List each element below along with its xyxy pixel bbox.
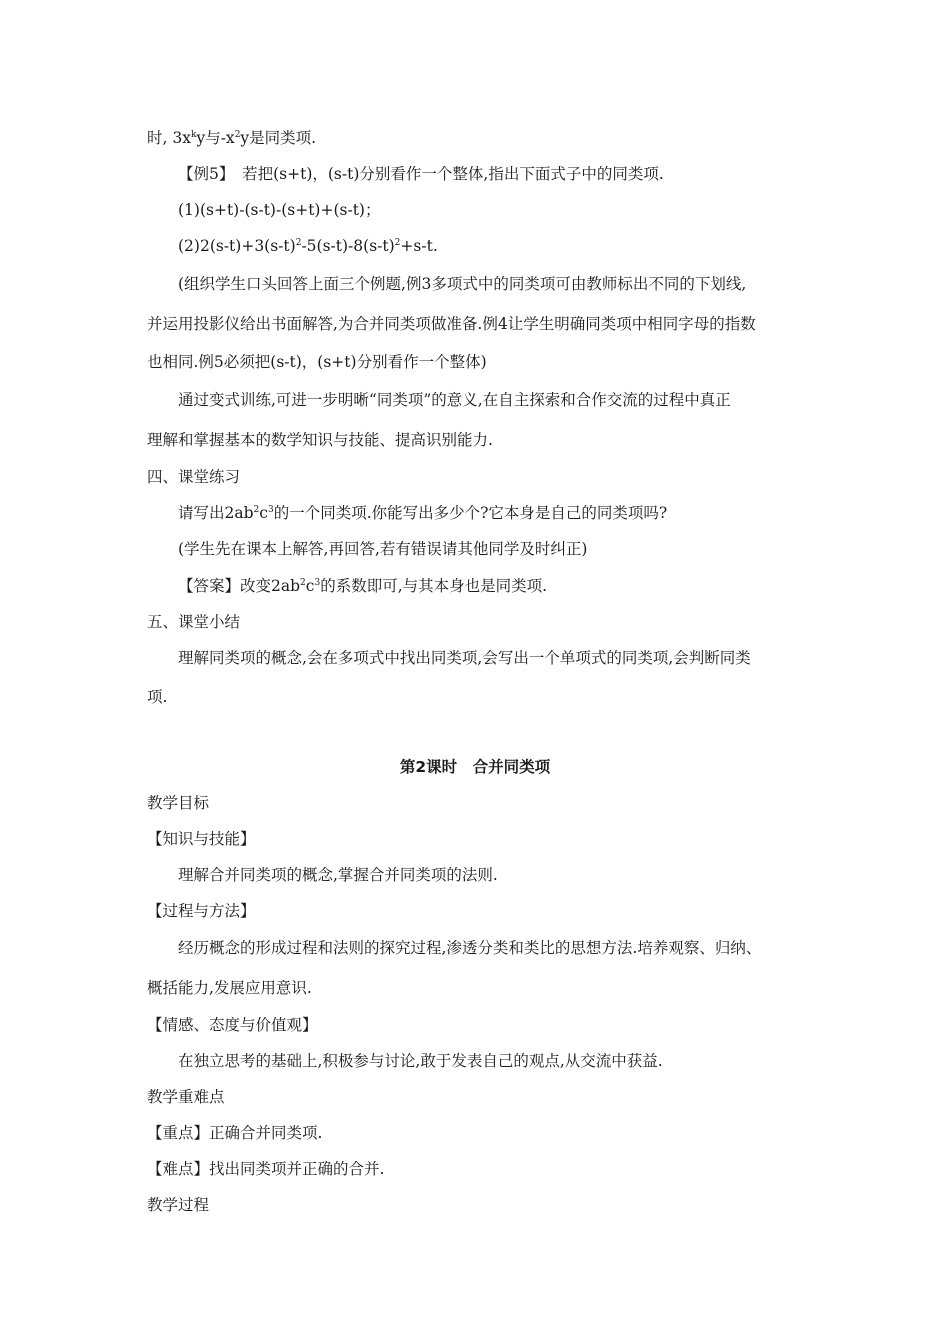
variation-note-line: 通过变式训练,可进一步明晰“同类项”的意义,在自主探索和合作交流的过程中真正 — [178, 391, 731, 409]
text: c — [259, 504, 268, 522]
paragraph-line — [147, 128, 820, 148]
difficult-point: 【难点】找出同类项并正确的合并. — [147, 1160, 385, 1178]
goal-text: 理解合并同类项的概念,掌握合并同类项的法则. — [178, 866, 498, 884]
goal-text: 概括能力,发展应用意识. — [147, 979, 312, 997]
text: y与-x — [196, 129, 235, 147]
text: y是同类项. — [240, 129, 317, 147]
section-heading: 五、课堂小结 — [147, 613, 241, 631]
practice-answer — [178, 576, 820, 596]
example-5-part-1: (1)(s+t)-(s-t)-(s+t)+(s-t)； — [178, 201, 381, 219]
subsection-heading: 【知识与技能】 — [147, 830, 256, 848]
text: +s-t. — [400, 237, 438, 255]
teacher-note-line: 也相同.例5必须把(s-t)，(s+t)分别看作一个整体) — [147, 353, 487, 371]
section-heading: 教学过程 — [147, 1196, 210, 1214]
subsection-heading: 【过程与方法】 — [147, 902, 256, 920]
text: 【答案】改变2ab — [178, 577, 301, 595]
superscript: k — [190, 130, 197, 140]
superscript: 2 — [295, 238, 302, 248]
superscript: 2 — [253, 505, 260, 515]
subsection-heading: 【情感、态度与价值观】 — [147, 1016, 318, 1034]
superscript: 2 — [394, 238, 401, 248]
variation-note-line: 理解和掌握基本的数学知识与技能、提高识别能力. — [147, 431, 493, 449]
summary-line: 理解同类项的概念,会在多项式中找出同类项,会写出一个单项式的同类项,会判断同类 — [178, 649, 751, 667]
section-heading: 教学重难点 — [147, 1088, 225, 1106]
superscript: 2 — [234, 130, 241, 140]
example-5-heading: 【例5】 若把(s+t)，(s-t)分别看作一个整体,指出下面式子中的同类项. — [178, 165, 664, 183]
text: 的一个同类项.你能写出多少个?它本身是自己的同类项吗? — [273, 504, 668, 522]
example-5-part-2 — [178, 236, 820, 256]
practice-note: (学生先在课本上解答,再回答,若有错误请其他同学及时纠正) — [178, 540, 588, 558]
text: (2)2(s-t)+3(s-t) — [178, 237, 296, 255]
key-point: 【重点】正确合并同类项. — [147, 1124, 323, 1142]
section-heading: 四、课堂练习 — [147, 468, 241, 486]
superscript: 3 — [314, 578, 321, 588]
superscript: 2 — [300, 578, 306, 588]
section-heading: 教学目标 — [147, 794, 210, 812]
lesson-title: 第2课时 合并同类项 — [399, 758, 551, 776]
text: 的系数即可,与其本身也是同类项. — [320, 577, 548, 595]
goal-text: 经历概念的形成过程和法则的探究过程,渗透分类和类比的思想方法.培养观察、归纳、 — [178, 939, 762, 957]
text: -5(s-t)-8(s-t) — [301, 237, 395, 255]
text: 时, 3x — [147, 129, 191, 147]
teacher-note-line: (组织学生口头回答上面三个例题,例3多项式中的同类项可由教师标出不同的下划线, — [178, 275, 747, 293]
text: c — [305, 577, 315, 595]
practice-question — [178, 503, 820, 523]
superscript: 3 — [267, 505, 274, 515]
goal-text: 在独立思考的基础上,积极参与讨论,敢于发表自己的观点,从交流中获益. — [178, 1052, 663, 1070]
text: 请写出2ab — [178, 504, 254, 522]
teacher-note-line: 并运用投影仪给出书面解答,为合并同类项做准备.例4让学生明确同类项中相同字母的指数 — [147, 315, 756, 333]
summary-line: 项. — [147, 688, 168, 706]
